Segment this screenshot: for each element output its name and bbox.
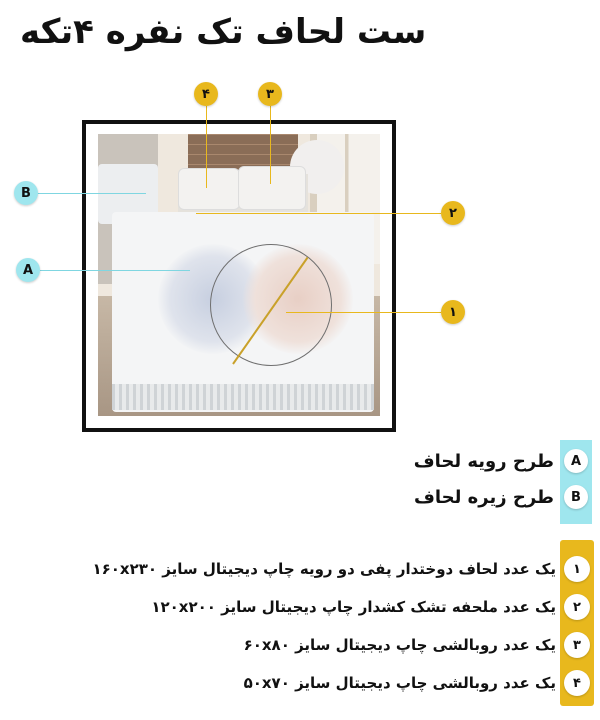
list-marker-3: ۳ <box>564 632 590 658</box>
legend-item-a <box>414 446 588 476</box>
list-marker-1: ۱ <box>564 556 590 582</box>
legend-marker-a: A <box>564 449 588 473</box>
callout-line-1 <box>286 312 441 313</box>
list-item <box>244 630 590 660</box>
marker-4: ۴ <box>194 82 218 106</box>
marker-1: ۱ <box>441 300 465 324</box>
duvet-border <box>112 384 374 410</box>
contents-list <box>20 540 596 710</box>
callout-line-3 <box>270 106 271 184</box>
marker-3: ۳ <box>258 82 282 106</box>
legend-item-b <box>414 482 588 512</box>
legend-label-b: طرح زیره لحاف <box>413 486 554 508</box>
page-title: ست لحاف تک نفره ۴تکه <box>20 12 427 52</box>
legend-label-a: طرح رویه لحاف <box>413 450 554 472</box>
list-marker-4: ۴ <box>564 670 590 696</box>
callout-line-a <box>40 270 190 271</box>
pillow-small <box>178 168 240 210</box>
pattern-legend <box>380 440 594 524</box>
product-photo-frame <box>82 120 396 432</box>
list-item <box>92 554 590 584</box>
marker-2: ۲ <box>441 201 465 225</box>
pillow-large <box>238 166 306 210</box>
list-item <box>151 592 590 622</box>
list-item <box>244 668 590 698</box>
list-text-4: یک عدد روبالشی چاپ دیجیتال سایز ۵۰x۷۰ <box>243 674 556 692</box>
callout-line-4 <box>206 106 207 188</box>
list-text-1: یک عدد لحاف دوختدار پفی دو رویه چاپ دیجیتال سایز ۱۶۰x۲۳۰ <box>92 560 556 578</box>
list-marker-2: ۲ <box>564 594 590 620</box>
product-photo <box>98 134 380 416</box>
marker-a: A <box>16 258 40 282</box>
callout-line-2 <box>196 213 441 214</box>
list-text-3: یک عدد روبالشی چاپ دیجیتال سایز ۶۰x۸۰ <box>243 636 556 654</box>
duvet-pattern-ring <box>210 244 332 366</box>
marker-b: B <box>14 181 38 205</box>
callout-line-b <box>36 193 146 194</box>
legend-marker-b: B <box>564 485 588 509</box>
list-text-2: یک عدد ملحفه تشک کشدار چاپ دیجیتال سایز ۱۲۰x۲۰۰ <box>151 598 556 616</box>
